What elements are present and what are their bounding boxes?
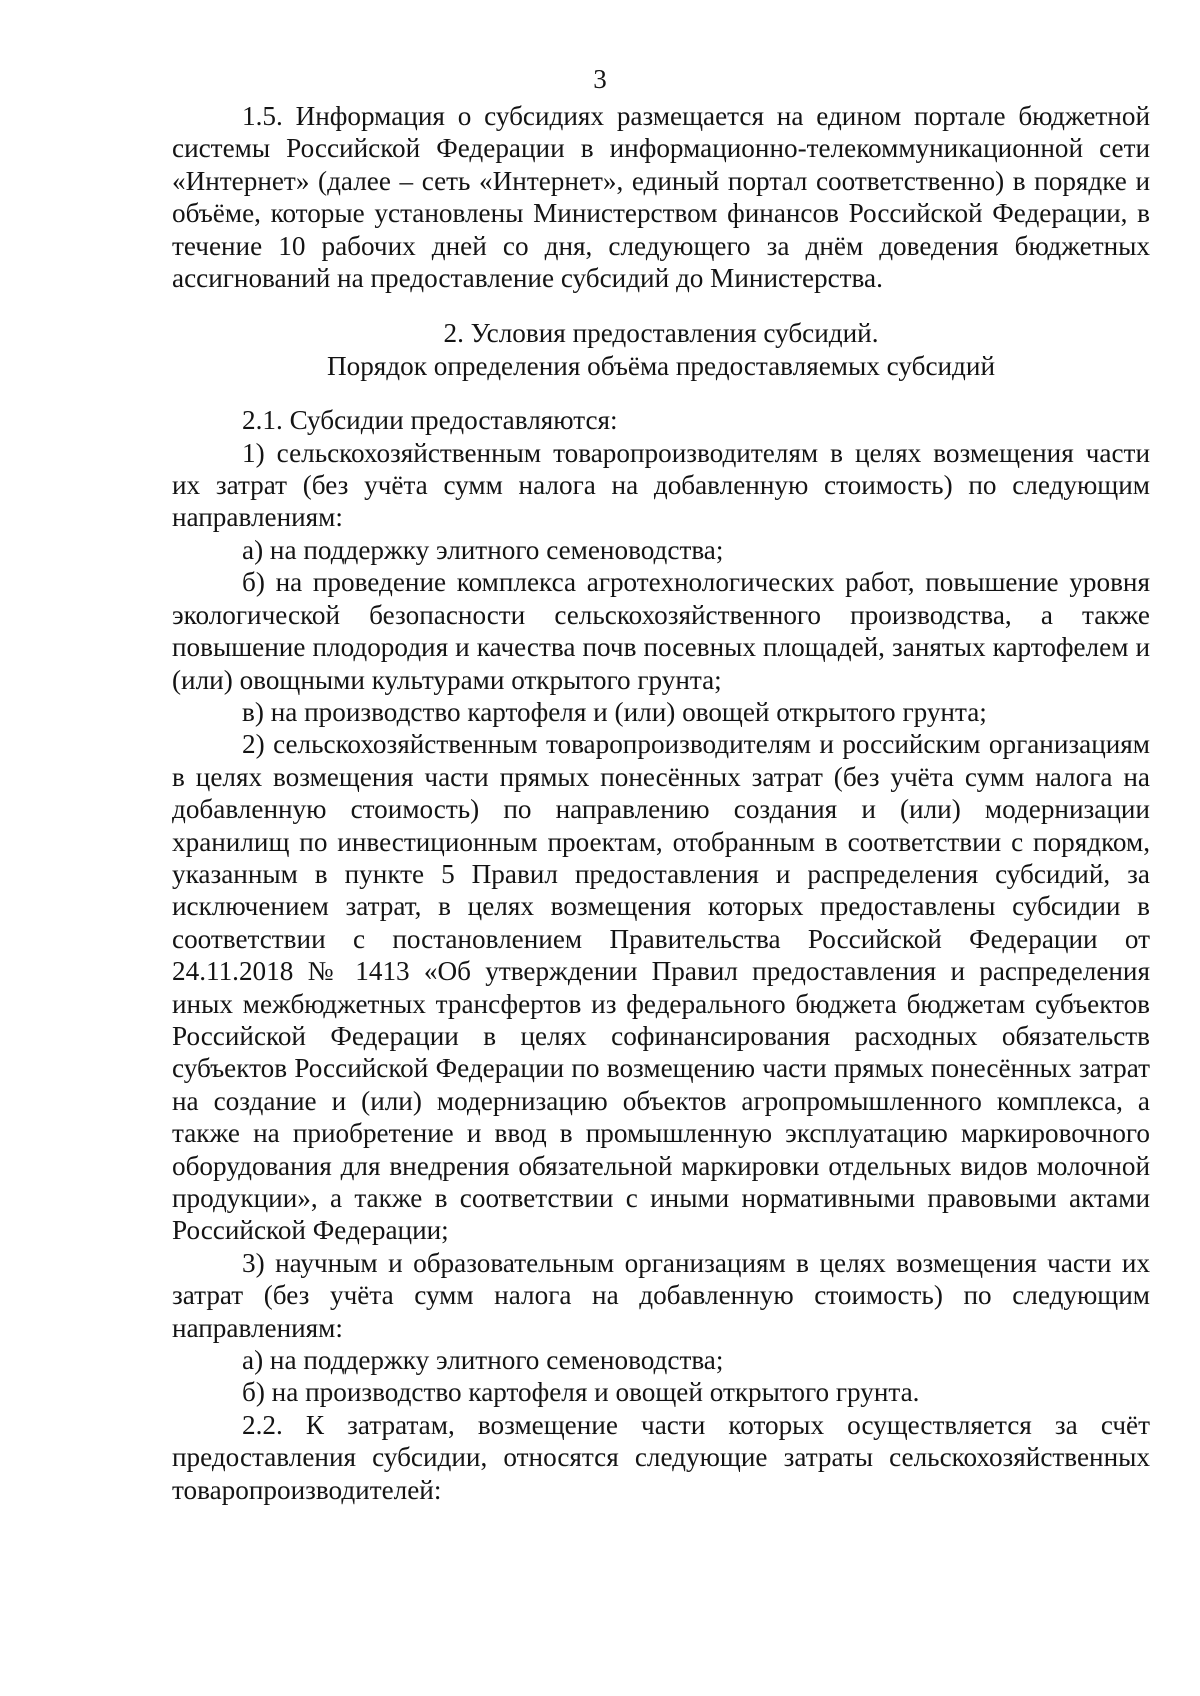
paragraph-item-3: 3) научным и образовательным организациям в целях возмещения части их затрат (без учёта сумм налога на добавленную стоимость) по следующим направлениям: xyxy=(172,1247,1150,1343)
paragraph-item-1v: в) на производство картофеля и (или) овощей открытого грунта; xyxy=(242,696,987,727)
paragraph-2-2: 2.2. К затратам, возмещение части которых осуществляется за счёт предоставления субсидии, относятся следующие затраты сельскохозяйственных товаропроизводителей: xyxy=(172,1409,1150,1505)
paragraph-2-1: 2.1. Субсидии предоставляются: xyxy=(242,405,618,436)
section-heading-subtitle: Порядок определения объёма предоставляемых субсидий xyxy=(326,350,995,381)
section-heading-title: 2. Условия предоставления субсидий. xyxy=(443,318,879,349)
page-number: 3 xyxy=(593,64,607,94)
paragraph-item-2: 2) сельскохозяйственным товаропроизводителям и российским организациям в целях возмещения части прямых понесённых затрат (без учёта сумм налога на добавленную стоимость) по направлению создания и (или) модернизации хранилищ по инвестиционным проектам, отобранным в соответствии с порядком, указанным в пункте 5 Правил предоставления и распределения субсидий, за исключением затрат, в целях возмещения которых предоставлены субсидии в соответствии с постановлением Правительства Российской Федерации от 24.11.2018 № 1413 «Об утверждении Правил предоставления и распределения иных межбюджетных трансфертов из федерального бюджета бюджетам субъектов Российской Федерации в целях софинансирования расходных обязательств субъектов Российской Федерации по возмещению части прямых понесённых затрат на создание и (или) модернизацию объектов агропромышленного комплекса, а также на приобретение и ввод в промышленную эксплуатацию маркировочного оборудования для внедрения обязательной маркировки отдельных видов молочной продукции», а также в соответствии с иными нормативными правовыми актами Российской Федерации; xyxy=(172,729,1150,1246)
paragraph-item-1a: а) на поддержку элитного семеноводства; xyxy=(242,534,724,565)
section-heading xyxy=(172,317,1150,382)
paragraph-item-1: 1) сельскохозяйственным товаропроизводителям в целях возмещения части их затрат (без учёта сумм налога на добавленную стоимость) по следующим направлениям: xyxy=(172,437,1150,533)
document-body xyxy=(172,100,1150,1506)
paragraph-item-3a: а) на поддержку элитного семеноводства; xyxy=(242,1345,724,1376)
paragraph-item-3b: б) на производство картофеля и овощей открытого грунта. xyxy=(242,1377,920,1408)
paragraph-item-1b: б) на проведение комплекса агротехнологических работ, повышение уровня экологической безопасности сельскохозяйственного производства, а также повышение плодородия и качества почв посевных площадей, занятых картофелем и (или) овощными культурами открытого грунта; xyxy=(172,567,1150,695)
paragraph-1-5: 1.5. Информация о субсидиях размещается на едином портале бюджетной системы Российской Федерации в информационно-телекоммуникационной сети «Интернет» (далее – сеть «Интернет», единый портал соответственно) в порядке и объёме, которые установлены Министерством финансов Российской Федерации, в течение 10 рабочих дней со дня, следующего за днём доведения бюджетных ассигнований на предоставление субсидий до Министерства. xyxy=(172,101,1150,294)
